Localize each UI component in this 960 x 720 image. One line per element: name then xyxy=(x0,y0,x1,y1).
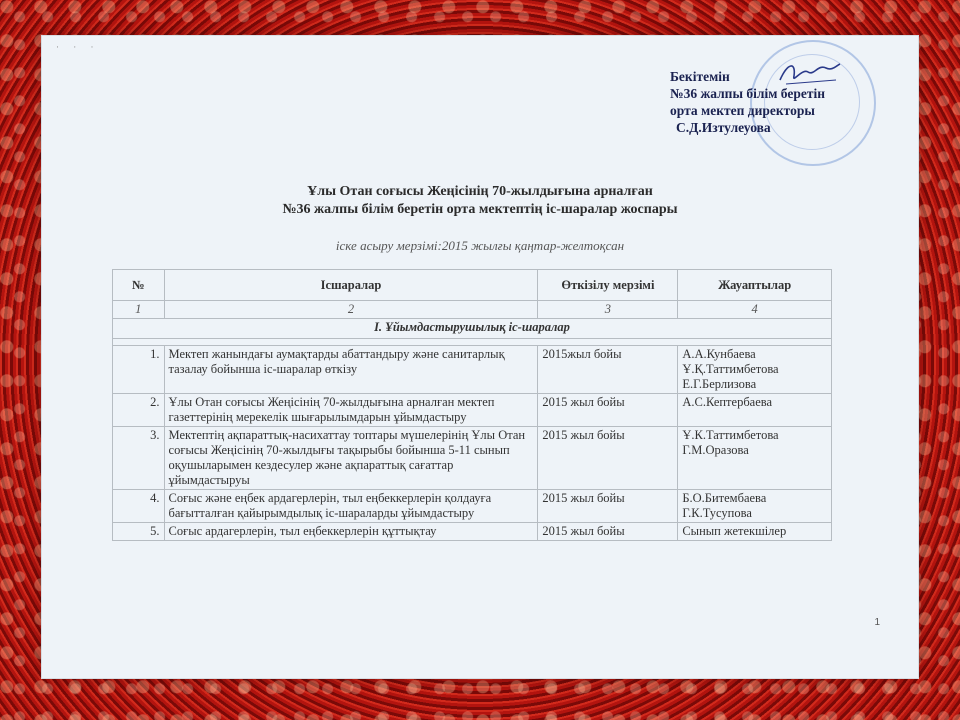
row-number: 2. xyxy=(113,394,165,427)
row-responsible xyxy=(678,490,832,523)
page-number: 1 xyxy=(874,617,880,628)
row-number: 3. xyxy=(113,427,165,490)
approval-block xyxy=(670,68,825,136)
table-header-row xyxy=(113,270,832,301)
section-title: І. Ұйымдастырушылық іс-шаралар xyxy=(113,319,832,339)
table-row xyxy=(113,394,832,427)
row-number: 5. xyxy=(113,523,165,541)
document-title-line-2: №36 жалпы білім беретін орта мектептің іс-шаралар жоспары xyxy=(282,202,678,217)
director-name: С.Д.Изтулеуова xyxy=(676,120,771,135)
responsible-person: Г.К.Тусупова xyxy=(682,506,752,520)
document-subtitle: іске асыру мерзімі:2015 жылғы қаңтар-желтоқсан xyxy=(335,238,625,253)
row-responsible xyxy=(678,427,832,490)
table-row xyxy=(113,346,832,394)
row-time: 2015жыл бойы xyxy=(538,346,678,394)
row-time: 2015 жыл бойы xyxy=(538,523,678,541)
row-time: 2015 жыл бойы xyxy=(538,490,678,523)
approval-label: Бекітемін xyxy=(670,69,730,84)
responsible-person: А.А.Кунбаева xyxy=(682,347,756,361)
row-event: Мектеп жанындағы аумақтарды абаттандыру және санитарлық тазалау бойынша іс-шаралар өткізу xyxy=(164,346,538,394)
table-row xyxy=(113,427,832,490)
row-time: 2015 жыл бойы xyxy=(538,394,678,427)
responsible-person: Б.О.Битембаева xyxy=(682,491,767,505)
row-event: Соғыс және еңбек ардагерлерін, тыл еңбеккерлерін қолдауға бағытталған қайырымдылық іс-шараларды ұйымдастыру xyxy=(164,490,538,523)
row-event: Мектептің ақпараттық-насихаттау топтары мүшелерінің Ұлы Отан соғысы Жеңісінің 70-жылдығы тақырыбы бойынша 5-11 сынып оқушыларымен кездесулер және ақпараттық сағаттар ұйымдастыруы xyxy=(164,427,538,490)
header-events: Ісшаралар xyxy=(164,270,538,301)
row-number: 4. xyxy=(113,490,165,523)
spacer-row xyxy=(113,339,832,346)
responsible-person: Г.М.Оразова xyxy=(682,443,749,457)
document-title-line-1: Ұлы Отан соғысы Жеңісінің 70-жылдығына арналған xyxy=(307,184,653,199)
document-page xyxy=(42,36,918,678)
row-time: 2015 жыл бойы xyxy=(538,427,678,490)
approval-line-2: орта мектеп директоры xyxy=(670,103,815,118)
row-event: Ұлы Отан соғысы Жеңісінің 70-жылдығына арналған мектеп газеттерінің мерекелік шығарылымдарын ұйымдастыру xyxy=(164,394,538,427)
column-number-row xyxy=(113,301,832,319)
table-row xyxy=(113,523,832,541)
column-number: 4 xyxy=(678,301,832,319)
responsible-person: А.С.Кептербаева xyxy=(682,395,773,409)
header-time: Өткізілу мерзімі xyxy=(538,270,678,301)
responsible-person: Ұ.Қ.Таттимбетова xyxy=(682,362,779,376)
table-row xyxy=(113,490,832,523)
header-number: № xyxy=(113,270,165,301)
row-event: Соғыс ардагерлерін, тыл еңбеккерлерін құттықтау xyxy=(164,523,538,541)
approval-line-1: №36 жалпы білім беретін xyxy=(670,86,825,101)
column-number: 2 xyxy=(164,301,538,319)
header-responsible: Жауаптылар xyxy=(678,270,832,301)
responsible-person: Сынып жетекшілер xyxy=(682,524,787,538)
column-number: 1 xyxy=(113,301,165,319)
events-table xyxy=(112,269,832,541)
responsible-person: Е.Г.Берлизова xyxy=(682,377,757,391)
scan-artifact-dots: · · · xyxy=(56,42,100,52)
row-responsible xyxy=(678,523,832,541)
responsible-person: Ұ.К.Таттимбетова xyxy=(682,428,779,442)
section-row xyxy=(113,319,832,339)
row-number: 1. xyxy=(113,346,165,394)
row-responsible xyxy=(678,346,832,394)
row-responsible xyxy=(678,394,832,427)
column-number: 3 xyxy=(538,301,678,319)
